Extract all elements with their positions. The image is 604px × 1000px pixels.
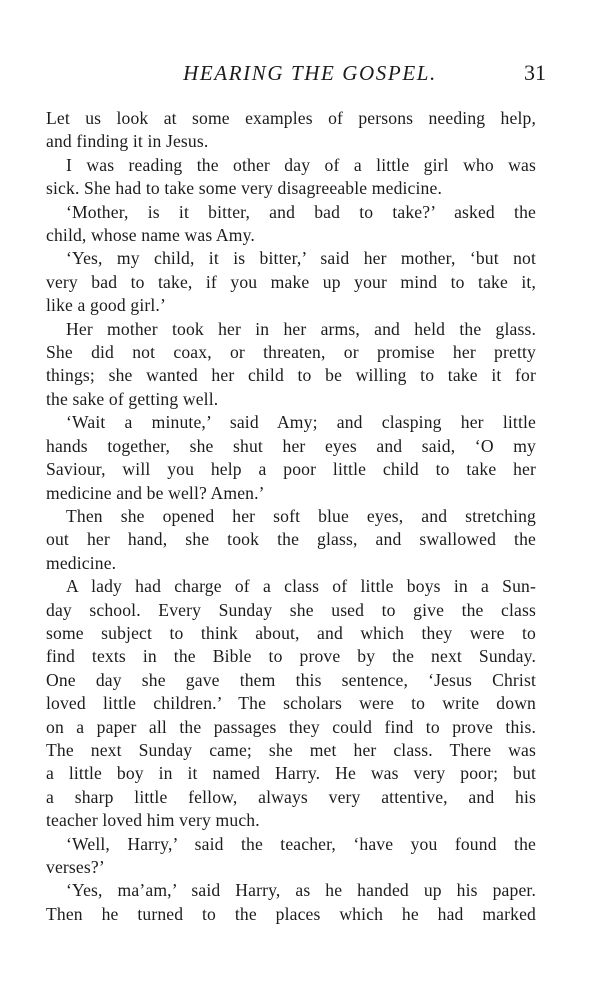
text-line: and finding it in Jesus. (46, 131, 209, 152)
page-number: 31 (524, 60, 546, 85)
text-line: like a good girl.’ (46, 295, 166, 316)
text-line: Her mother took her in her arms, and held the glass. (66, 318, 536, 339)
text-line: the sake of getting well. (46, 388, 219, 409)
page-header (46, 58, 546, 88)
text-line: out her hand, she took the glass, and swallowed the (46, 529, 536, 550)
text-line: ‘Mother, is it bitter, and bad to take?’ asked the (66, 201, 536, 222)
text-line: Then she opened her soft blue eyes, and stretching (66, 505, 536, 526)
text-line: The next Sunday came; she met her class. There was (46, 739, 536, 760)
text-line: some subject to think about, and which they were to (46, 622, 536, 643)
text-line: a little boy in it named Harry. He was very poor; but (46, 763, 536, 784)
text-line: Let us look at some examples of persons needing help, (46, 108, 536, 128)
text-line: A lady had charge of a class of little boys in a Sun- (66, 576, 536, 597)
text-line: One day she gave them this sentence, ‘Jesus Christ (46, 669, 536, 690)
body-text (46, 107, 536, 926)
text-line: sick. She had to take some very disagreeable medicine. (46, 178, 443, 199)
text-line: a sharp little fellow, always very attentive, and his (46, 786, 536, 807)
text-line: ‘Yes, ma’am,’ said Harry, as he handed up his paper. (66, 880, 536, 901)
text-line: find texts in the Bible to prove by the next Sunday. (46, 646, 536, 667)
text-line: hands together, she shut her eyes and said, ‘O my (46, 435, 536, 456)
text-line: medicine. (46, 552, 117, 573)
text-line: teacher loved him very much. (46, 810, 260, 831)
text-line: Then he turned to the places which he had marked (46, 903, 536, 924)
text-line: on a paper all the passages they could find to prove this. (46, 716, 536, 737)
running-title: HEARING THE GOSPEL. (183, 61, 437, 85)
text-line: ‘Well, Harry,’ said the teacher, ‘have you found the (66, 833, 536, 854)
text-line: medicine and be well? Amen.’ (46, 482, 265, 503)
text-line: things; she wanted her child to be willing to take it for (46, 365, 536, 386)
text-line: ‘Yes, my child, it is bitter,’ said her mother, ‘but not (66, 248, 536, 269)
text-line: child, whose name was Amy. (46, 225, 255, 246)
text-line: loved little children.’ The scholars were to write down (46, 693, 536, 714)
text-line: very bad to take, if you make up your mind to take it, (46, 271, 536, 292)
text-line: verses?’ (46, 857, 105, 877)
text-line: day school. Every Sunday she used to give the class (46, 599, 536, 620)
text-line: She did not coax, or threaten, or promise her pretty (46, 342, 536, 363)
text-line: ‘Wait a minute,’ said Amy; and clasping her little (66, 412, 536, 433)
text-line: I was reading the other day of a little girl who was (66, 154, 536, 175)
text-line: Saviour, will you help a poor little child to take her (46, 459, 536, 480)
